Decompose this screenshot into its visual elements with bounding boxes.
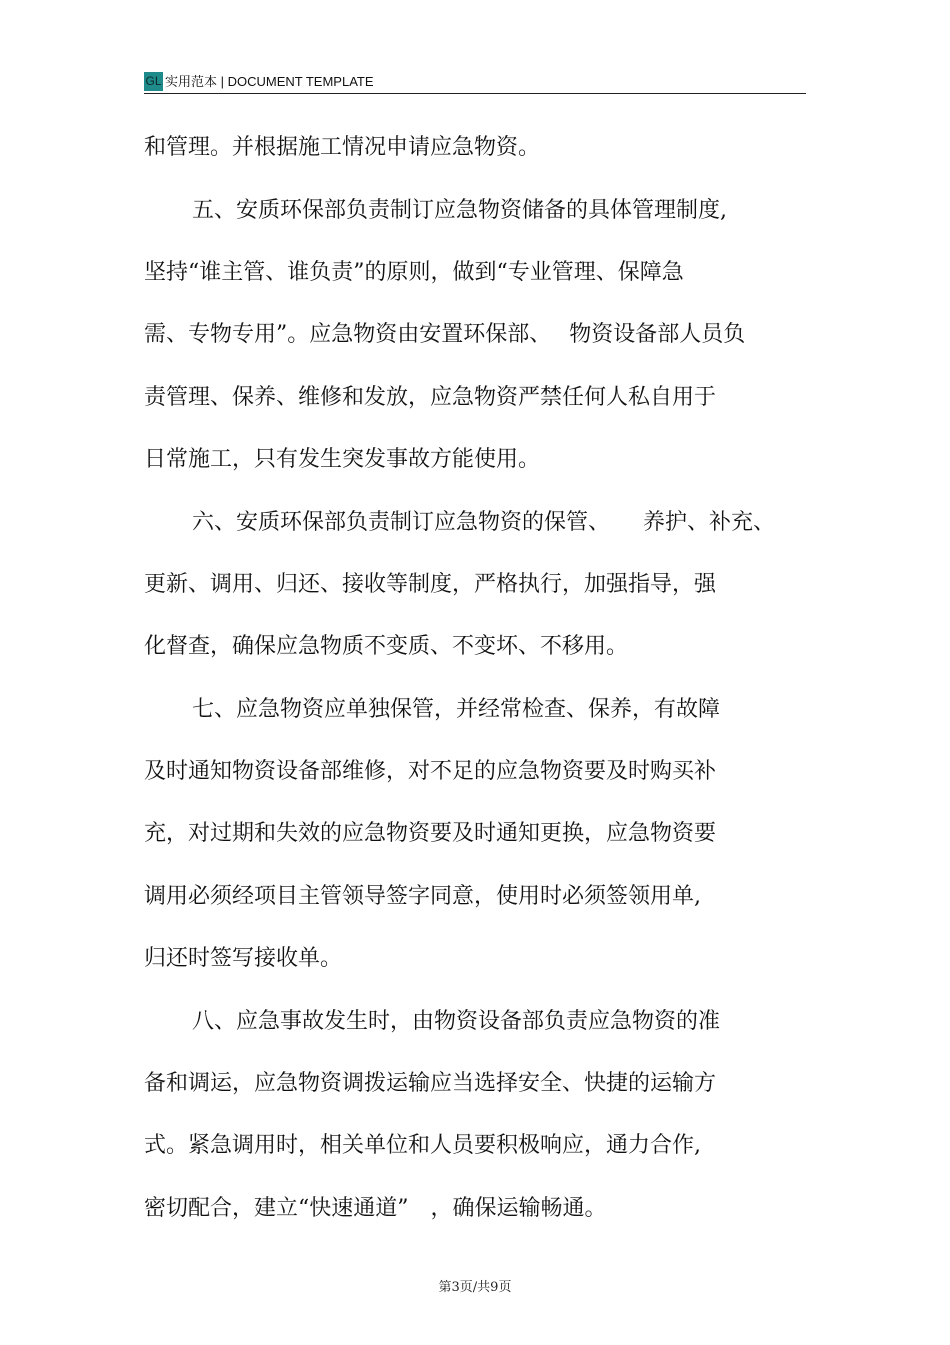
logo-icon: GL xyxy=(144,72,163,91)
paragraph-line: 五、安质环保部负责制订应急物资储备的具体管理制度, xyxy=(192,198,727,223)
text-line: 日常施工，只有发生突发事故方能使用。 xyxy=(144,447,541,472)
text-line: 及时通知物资设备部维修，对不足的应急物资要及时购买补 xyxy=(144,759,717,784)
text-line: 责管理、保养、维修和发放，应急物资严禁任何人私自用于 xyxy=(144,385,717,410)
paragraph-line: 八、应急事故发生时，由物资设备部负责应急物资的准 xyxy=(192,1009,721,1034)
paragraph-line: 六、安质环保部负责制订应急物资的保管、 养护、补充、 xyxy=(192,510,776,535)
paragraph-line: 七、应急物资应单独保管，并经常检查、保养，有故障 xyxy=(192,697,721,722)
text-line: 调用必须经项目主管领导签字同意，使用时必须签领用单, xyxy=(144,884,701,909)
page-header xyxy=(144,70,806,94)
header-divider xyxy=(144,93,806,94)
page-number: 第3页/共9页 xyxy=(438,1280,512,1295)
text-line: 充，对过期和失效的应急物资要及时通知更换，应急物资要 xyxy=(144,821,717,846)
text-line: 式。紧急调用时，相关单位和人员要积极响应，通力合作, xyxy=(144,1133,701,1158)
text-line: 更新、调用、归还、接收等制度，严格执行，加强指导，强 xyxy=(144,572,717,597)
text-line: 密切配合，建立“快速通道” ，确保运输畅通。 xyxy=(144,1196,607,1221)
header-title: 实用范本 | DOCUMENT TEMPLATE xyxy=(165,74,374,89)
text-line: 化督查，确保应急物质不变质、不变坏、不移用。 xyxy=(144,634,629,659)
text-line: 归还时签写接收单。 xyxy=(144,946,343,971)
text-line: 需、专物专用”。应急物资由安置环保部、 物资设备部人员负 xyxy=(144,322,746,347)
text-line: 备和调运，应急物资调拨运输应当选择安全、快捷的运输方 xyxy=(144,1071,717,1096)
text-line: 和管理。并根据施工情况申请应急物资。 xyxy=(144,135,541,160)
text-line: 坚持“谁主管、谁负责”的原则，做到“专业管理、保障急 xyxy=(144,260,684,285)
